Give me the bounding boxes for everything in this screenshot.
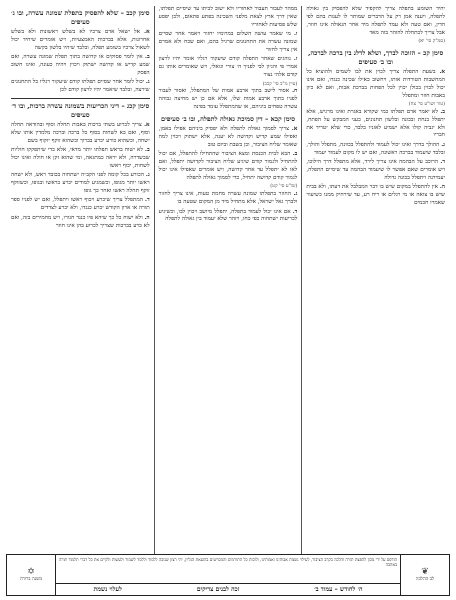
paragraph <box>11 29 150 53</box>
paragraph-number: ב. <box>292 151 298 158</box>
paragraph-number: ב. <box>145 53 150 60</box>
footer-bar-center: זכה לבנים צדיקים <box>196 586 240 593</box>
paragraph <box>11 54 150 78</box>
text-column <box>7 6 155 554</box>
paragraph <box>11 197 150 213</box>
paragraph <box>159 31 298 55</box>
paragraph-number: א. <box>439 68 445 75</box>
paragraph-number: ז. <box>293 56 298 63</box>
emblem-left <box>7 555 55 595</box>
paragraph-text: יחיד השומע בתפלה צריך להקפיד שלא להפסיק בין גאולה לתפלה, ויענה אמן רק על הדברים שמותר לו לענות בהם לפי הדין, ואם טעה ולא עמד לתפלה מיד אחר הגאולה אינו חוזר, אבל צריך לכתחלה להזהר בזה מאד <box>306 6 445 36</box>
footer-center <box>55 555 401 595</box>
paragraph-number: ג. <box>441 141 446 148</box>
footer-bar-right: ה׳ לחודש – עמוד ב׳ <box>314 586 363 593</box>
paragraph-number: ה. <box>439 184 446 191</box>
source-note: (עיין מ"ב סי' קכב) <box>262 81 298 87</box>
paragraph <box>159 56 298 80</box>
paragraph-number: ב. <box>145 147 150 154</box>
paragraph <box>306 184 445 208</box>
paragraph-text: בשעת התפלה צריך לכוין את לבו לשמים ולהוציא כל המחשבות הטורדות אותו, ויחשוב כאילו שכינה כנגדו, ואם אינו יכול לכוין בכולן יכוין לכל הפחות בברכת אבות, ואם לא כיון באבות חוזר ומתפלל <box>306 68 445 99</box>
paragraph <box>306 159 445 183</box>
paragraph-text: הרוכב על הבהמה אינו צריך לירד, אלא מתפלל דרך הילוכו, ויש אומרים שאם אפשר לו שיעמוד הבהמה עד שיסיים התפלה, יעמידנה ויתפלל בכונה גדולה <box>306 159 445 181</box>
paragraph <box>11 147 150 171</box>
paragraph-number: א. <box>144 121 150 128</box>
paragraph <box>159 126 298 150</box>
paragraph-number: ד. <box>292 208 298 215</box>
paragraph <box>306 69 445 101</box>
paragraph <box>306 142 445 158</box>
paragraph-number: ג. <box>145 172 150 179</box>
paragraph-number: ה. <box>144 214 150 221</box>
paragraph-number: ו. <box>293 31 298 38</box>
ornament-icon: ❦ <box>421 566 429 577</box>
paragraph <box>11 172 150 196</box>
page-footer <box>6 554 450 596</box>
paragraph <box>159 88 298 112</box>
paragraph <box>159 191 298 207</box>
paragraph-text: ולא ישוח כל כך שיהא פיו כנגד חגורו, ויש מחמירים בזה, ואם לא כרע בברכות שצריך לכרוע בהן אינו חוזר <box>10 214 150 229</box>
paragraph-number: ד. <box>145 197 150 204</box>
paragraph <box>159 6 298 30</box>
paragraph-number: ד. <box>440 159 445 166</box>
paragraph <box>306 109 445 141</box>
seal-icon: ✡ <box>27 566 35 577</box>
paragraph <box>159 151 298 183</box>
paragraph <box>306 6 445 38</box>
paragraph-text: אין להתפלל במקום שיש בו דבר המבלבל את דעתו, ולא בבית שיש בו צואה או מי רגלים או ריח רע, עד שירחיק ממנו כשיעור שאמרו חכמים <box>306 184 445 207</box>
text-column <box>302 6 449 554</box>
text-columns <box>7 6 449 554</box>
source-note: (שו"ע סי' קט) <box>270 184 298 190</box>
paragraph-text: הכורע בכל קומה לפני הקב״ה ישתחוה בכובד ראש, ולא ישחה ראשו יותר מגופו, וכשמגיע למודים יכרע בראשו ובגופו, וכשזוקף זוקף תחלה ראשו ואחר כך גופו <box>10 172 150 195</box>
paragraph-text: צריך לסמוך גאולה לתפלה ולא יפסיק ביניהם אפילו באמן, ואפילו שמע קדיש וקדושה לא יענה, אלא ישתוק ויכוין למה שאומר שליח הציבור, וכן בשבת וביום טוב <box>158 126 298 148</box>
paragraph-text: נוהגים שאחר התפלה קודם שיעקור רגליו אומר יהיו לרצון אמרי פי והגיון לבי לפניך ה׳ צורי וגואלי, ויש שאומרים אותו גם קודם אלהי נצור <box>158 56 298 79</box>
paragraph-text: המתפלל צריך שיכרע ויכוף ראשו ויתפלל, ואם יש לפניו ספר תורה או ארון הקודש יכרע כנגדו, ולא יכרע לצדדים <box>10 197 150 212</box>
paragraph-number: ג. <box>293 191 298 198</box>
paragraph-number: א. <box>291 126 298 133</box>
section-heading: סימן קכא – דין סמיכת גאולה לתפלה, ובו ב׳ סעיפים <box>161 115 295 124</box>
paragraph-number: א. <box>144 28 150 35</box>
paragraph-text: החוזר בתפלתו שמונה עשרה מחמת טעות, אינו צריך לחזור ולברך גאל ישראל, אלא מתחיל מיד מן המקום שטעה בו <box>158 191 298 206</box>
paragraph-text: אל ישאל אדם צרכיו לא בשלש ראשונות ולא בשלש אחרונות, אלא בברכות האמצעיות, ויש אומרים שיחיד יכול לשאול צרכיו בשומע תפלה, ובלבד שיהיו בלשון בקשה <box>10 28 150 51</box>
emblem-right <box>401 555 449 595</box>
paragraph-text: אם אינו יכול לעמוד בתפלה, יתפלל מיושב ויכוין לבו, וכשיגיע לכריעות ישתחוה כפי כחו, ויזהר שלא יעמוד בין גאולה לתפלה <box>158 208 298 223</box>
section-heading: סימן קכג – דיני הכריעות בשמונה עשרה ברכות, ובו ד׳ סעיפים <box>11 102 150 119</box>
paragraph-text: אין לומר פסוקים או קדושה בתוך תפלת שמונה עשרה, ואם שמע קדיש או קדושה ישתוק ויכוין ויהיה כעונה, ואינו חשוב הפסק <box>10 53 150 76</box>
emblem-right-text: לב ההלכה <box>415 576 435 582</box>
paragraph-text: יכול לומר אחר שסיים תפלתו קודם שיעקור רגליו כל התחנונים שירצה, ובלבד שיאמר יהיו לרצון קודם לכן <box>10 79 150 94</box>
paragraph-number: ח. <box>292 88 298 95</box>
emblem-left-text: משנה ברורה <box>19 576 43 582</box>
paragraph-text: אסור לישב בתוך ארבע אמות של המתפלל, ואסור לעבור לפניו בתוך ארבע אמות שלו, אלא אם כן יש מחיצה גבוהה עשרה טפחים ביניהם, או שהמתפלל עומד בפינה <box>158 88 298 111</box>
footer-fine-print: הודפס על ידי מכון להפצת תורה והלכה בקרב הציבור, לעילוי נשמת אבותינו ואמותינו, ולזכות כל התורמים והמסייעים בהוצאת הגליון, יהי רצון שנזכה ללמוד וללמד לשמור ולעשות ולקיים את כל דברי תלמוד תורה באהבה <box>59 557 397 568</box>
paragraph-text: צריך לכרוע בשתי ברכות באבות תחלה וסוף ובהודאה תחלה וסוף, ואם בא לשחות בסוף כל ברכה וברכה מלמדין אותו שלא ישחה, וכשהוא כורע יכרע בברוך וכשהוא זוקף יזקוף בשם <box>10 121 150 144</box>
paragraph-text: ההולך בדרך ואינו יכול לעמוד ולהתפלל בכוונה, מתפלל והולך, ובלבד שיעמוד בברכה ראשונה, ואם יש לו מקום לעמוד יעמוד <box>306 141 445 156</box>
section-divider <box>11 98 150 99</box>
paragraph <box>11 79 150 95</box>
paragraph-number: ב. <box>440 108 446 115</box>
paragraph <box>11 215 150 231</box>
paragraph <box>159 209 298 225</box>
paragraph-text: לא יאמר אדם תפלתו כמי שקורא באגרת ואינו מרגיש, אלא יתפלל בנחת ובכונה ובלשון תחנונים, כעני המבקש על הפתח, ולא יגביה קולו אלא ישמיע לאזניו בלבד, כדי שלא יטריד את חבריו <box>306 108 445 139</box>
paragraph <box>11 122 150 146</box>
section-heading: סימן קכ – הזוכה לברך, ושלא לדלג בין ברכה לברכה, ובו ב׳ סעיפים <box>308 48 444 66</box>
section-heading: סימן קכב – שלא להפסיק בתפלת שמונה עשרה, ובו ג׳ סעיפים <box>11 9 150 26</box>
footer-bar <box>56 583 400 595</box>
paragraph-text: לא ישוח בראש תפלתו יותר מדאי, אלא כדי שיתפקקו חוליות שבשדרה, ולא יראה כמתגאה, ומי שהוא זקן או חולה ואינו יכול לשחות, יכוף ראשו <box>10 147 150 169</box>
source-note: (טור ושו"ע סי' צח) <box>408 101 445 107</box>
paragraph-text: מי שאמר עושה השלום במרומיו יחזור ויאמר אחר שסיים שמונה עשרה את התחנונים שרגיל בהם, ואם שכח ולא אמרם אין צריך לחזור <box>158 31 298 54</box>
footer-bar-left: לעלוי נשמת <box>93 586 122 593</box>
source-note: (סמ"ק סי' יא) <box>418 39 445 45</box>
paragraph-text: הבא לבית הכנסת ומצא הציבור שהתחילו להתפלל, אם יכול להתחיל ולגמור קודם שיגיע שליח הציבור לקדושה יתפלל, ואם לאו לא יתפלל עד אחר קדושה, ויש אומרים שאפילו אינו יכול לגמור קודם קדושה יתחיל, כדי לסמוך גאולה לתפלה <box>158 151 298 182</box>
text-column <box>155 6 303 554</box>
paragraph-number: ג. <box>145 79 150 86</box>
paragraph-text: ממהר לעבור תעבור לאחוריו ולא ישוב לביתו עד שיסיים תפלתו, שאין דרך ארץ לצאת מלפני השכינה בפתע פתאום, ולכן יפסע שלש פסיעות לאחוריו <box>158 6 298 28</box>
